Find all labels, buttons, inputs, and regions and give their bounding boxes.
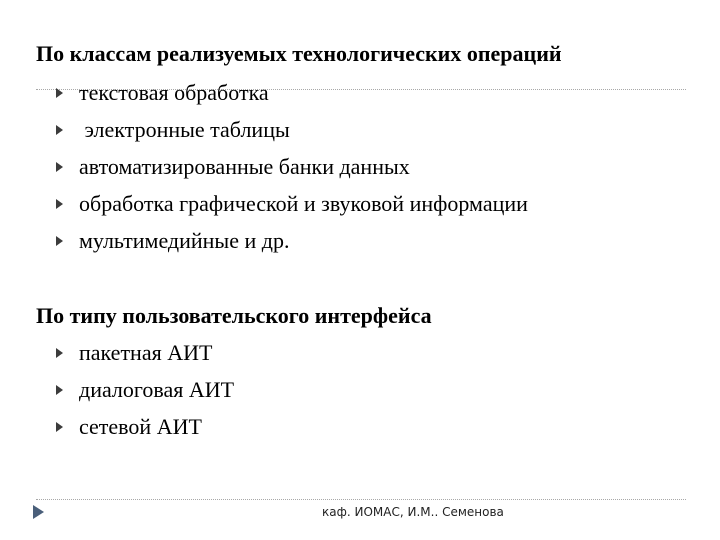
triangle-bullet-icon [56,348,63,358]
section2-heading: По типу пользовательского интерфейса [36,303,432,328]
triangle-bullet-icon [56,125,63,135]
section2-item [56,413,202,441]
triangle-bullet-icon [56,422,63,432]
triangle-right-nav-icon[interactable] [33,505,44,519]
section2-item [56,339,212,367]
footer-text: каф. ИОМАС, И.М.. Семенова [322,505,504,519]
section1-item [56,227,289,255]
triangle-bullet-icon [56,199,63,209]
section2-item [56,376,234,404]
section1-item-text: мультимедийные и др. [79,228,290,253]
section2-item-text: пакетная АИТ [79,340,213,365]
section1-item-text: автоматизированные банки данных [79,154,410,179]
section2-item-text: диалоговая АИТ [79,377,235,402]
triangle-bullet-icon [56,88,63,98]
triangle-bullet-icon [56,162,63,172]
section1-item-text: электронные таблицы [79,117,290,142]
triangle-bullet-icon [56,236,63,246]
section1-item [56,116,290,144]
section1-item-text: текстовая обработка [79,80,269,105]
triangle-bullet-icon [56,385,63,395]
section1-item [56,79,269,107]
section1-heading: По классам реализуемых технологических операций [36,41,562,66]
section1-item [56,190,528,218]
section2-item-text: сетевой АИТ [79,414,202,439]
section1-item-text: обработка графической и звуковой информации [79,191,528,216]
section1-item [56,153,410,181]
bottom-divider [36,499,686,500]
